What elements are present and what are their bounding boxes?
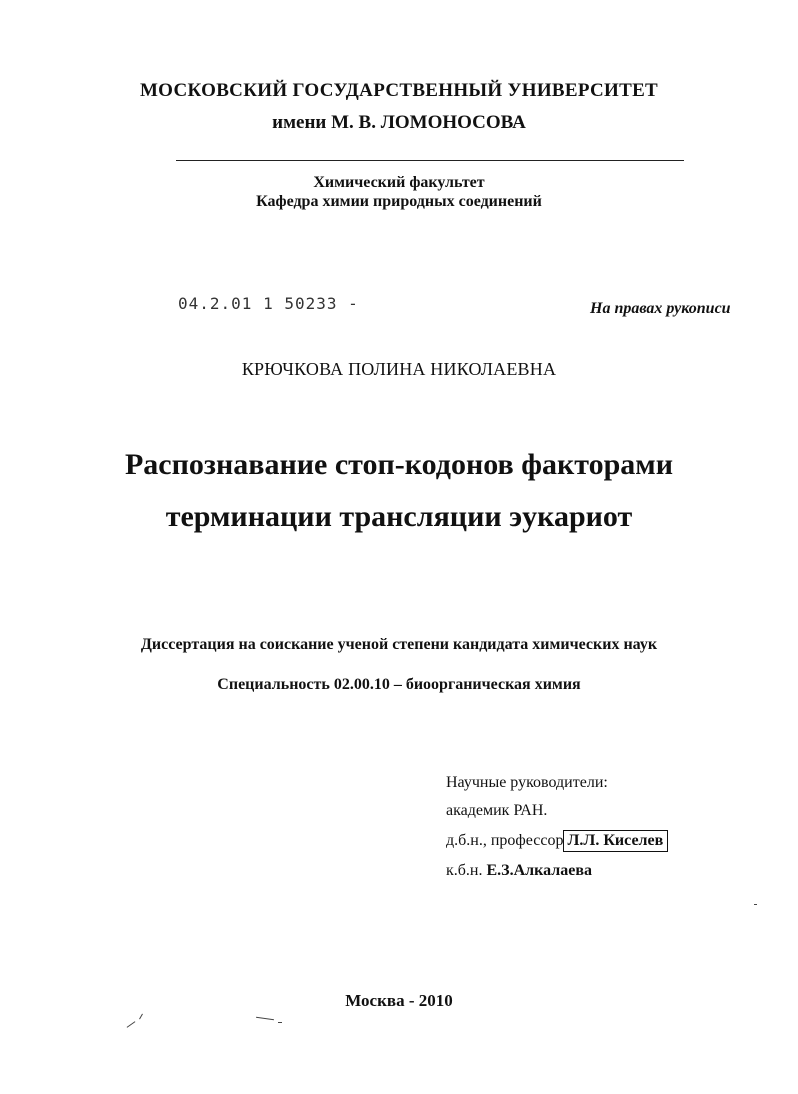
specialty: Специальность 02.00.10 – биоорганическая химия	[217, 676, 581, 693]
university-named-after: имени М. В. ЛОМОНОСОВА	[272, 112, 526, 133]
supervisor-1-line	[446, 832, 668, 850]
scan-mark	[278, 1022, 282, 1023]
rights-note: На правах рукописи	[590, 300, 731, 317]
city-year: Москва - 2010	[345, 991, 453, 1010]
dissertation-title-line-1: Распознавание стоп-кодонов факторами	[124, 448, 673, 481]
scan-mark	[139, 1014, 143, 1020]
scan-mark	[127, 1021, 136, 1028]
dissertation-title-line-2: терминации трансляции эукариот	[165, 500, 633, 533]
supervisors-heading: Научные руководители:	[446, 774, 608, 791]
supervisor-1-name: Л.Л. Киселев	[563, 830, 668, 852]
faculty: Химический факультет	[313, 174, 485, 191]
degree-statement: Диссертация на соискание ученой степени кандидата химических наук	[140, 636, 658, 653]
department: Кафедра химии природных соединений	[256, 193, 542, 210]
author-name: КРЮЧКОВА ПОЛИНА НИКОЛАЕВНА	[241, 359, 557, 379]
supervisor-1-degree: д.б.н., профессор	[446, 832, 564, 849]
supervisor-2-name: Е.З.Алкалаева	[486, 862, 592, 879]
scan-mark	[754, 904, 757, 905]
scan-mark	[256, 1017, 274, 1020]
supervisor-1-title: академик РАН.	[446, 802, 548, 819]
university-name: МОСКОВСКИЙ ГОСУДАРСТВЕННЫЙ УНИВЕРСИТЕТ	[139, 80, 659, 101]
header-divider	[176, 160, 684, 161]
supervisor-2-line	[446, 862, 592, 880]
registration-number: 04.2.01 1 50233 -	[178, 294, 359, 313]
supervisor-2-degree: к.б.н.	[446, 862, 487, 879]
